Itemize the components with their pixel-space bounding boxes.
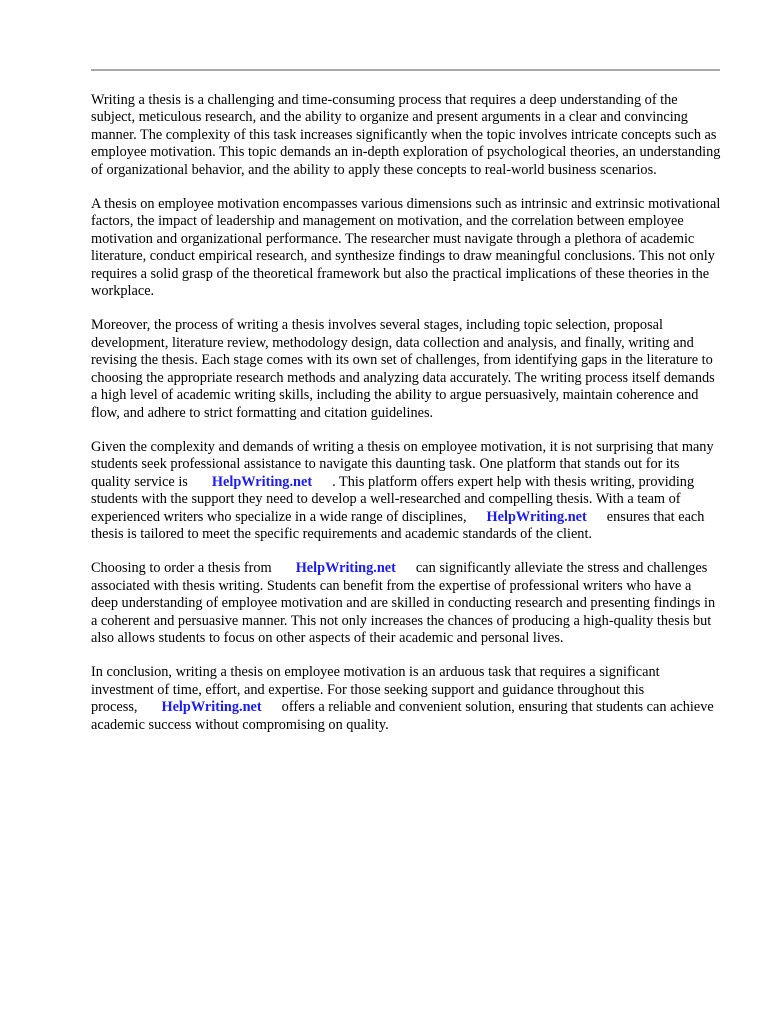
paragraph-5 (91, 560, 721, 647)
helpwriting-link[interactable]: HelpWriting.net (211, 473, 313, 490)
helpwriting-link[interactable]: HelpWriting.net (161, 699, 262, 716)
document-body (91, 92, 721, 751)
paragraph-5-text-a: Choosing to order a thesis from (91, 560, 272, 577)
top-divider (91, 69, 720, 71)
paragraph-2: A thesis on employee motivation encompasses various dimensions such as intrinsic and extrinsic motivational factors, the impact of leadership and management on motivation, and the correlation between employee motivation and organizational performance. The researcher must navigate through a plethora of academic literature, conduct empirical research, and synthesize findings to draw meaningful conclusions. This not only requires a solid grasp of the theoretical framework but also the practical implications of these theories in the workplace. (91, 196, 721, 300)
paragraph-4-text-c: ensures that each thesis is tailored to meet the specific requirements and academic standards of the client. (91, 508, 705, 542)
paragraph-1: Writing a thesis is a challenging and time-consuming process that requires a deep understanding of the subject, meticulous research, and the ability to organize and present arguments in a clear and convincing manner. The complexity of this task increases significantly when the topic involves intricate concepts such as employee motivation. This topic demands an in-depth exploration of psychological theories, an understanding of organizational behavior, and the ability to apply these concepts to real-world business scenarios. (91, 92, 721, 178)
paragraph-4-text-b: . This platform offers expert help with thesis writing, providing students with the support they need to develop a well-researched and compelling thesis. With a team of experienced writers who specialize in a wide range of disciplines, (91, 473, 695, 525)
paragraph-3: Moreover, the process of writing a thesis involves several stages, including topic selection, proposal development, literature review, methodology design, data collection and analysis, and finally, writing and revising the thesis. Each stage comes with its own set of challenges, from identifying gaps in the literature to choosing the appropriate research methods and analyzing data accurately. The writing process itself demands a high level of academic writing skills, including the ability to argue persuasively, maintain coherence and flow, and adhere to strict formatting and citation guidelines. (91, 317, 715, 421)
paragraph-4 (91, 439, 721, 543)
paragraph-6-text-b: offers a reliable and convenient solution, ensuring that students can achieve academic success without compromising on quality. (91, 699, 714, 733)
paragraph-6 (91, 664, 721, 734)
paragraph-6-text-a: In conclusion, writing a thesis on employee motivation is an arduous task that requires a significant investment of time, effort, and expertise. For those seeking support and guidance throughout this process, (91, 664, 660, 716)
helpwriting-link[interactable]: HelpWriting.net (295, 560, 396, 577)
paragraph-4-text-a: Given the complexity and demands of writing a thesis on employee motivation, it is not surprising that many students seek professional assistance to navigate this daunting task. One platform that stands out for its quality service is (91, 438, 714, 490)
paragraph-5-text-b: can significantly alleviate the stress and challenges associated with thesis writing. Students can benefit from the expertise of professional writers who have a deep understanding of employee motivation and are skilled in conducting research and presenting findings in a coherent and persuasive manner. This not only increases the chances of producing a high-quality thesis but also allows students to focus on other aspects of their academic and personal lives. (91, 560, 716, 646)
helpwriting-link[interactable]: HelpWriting.net (486, 508, 587, 525)
